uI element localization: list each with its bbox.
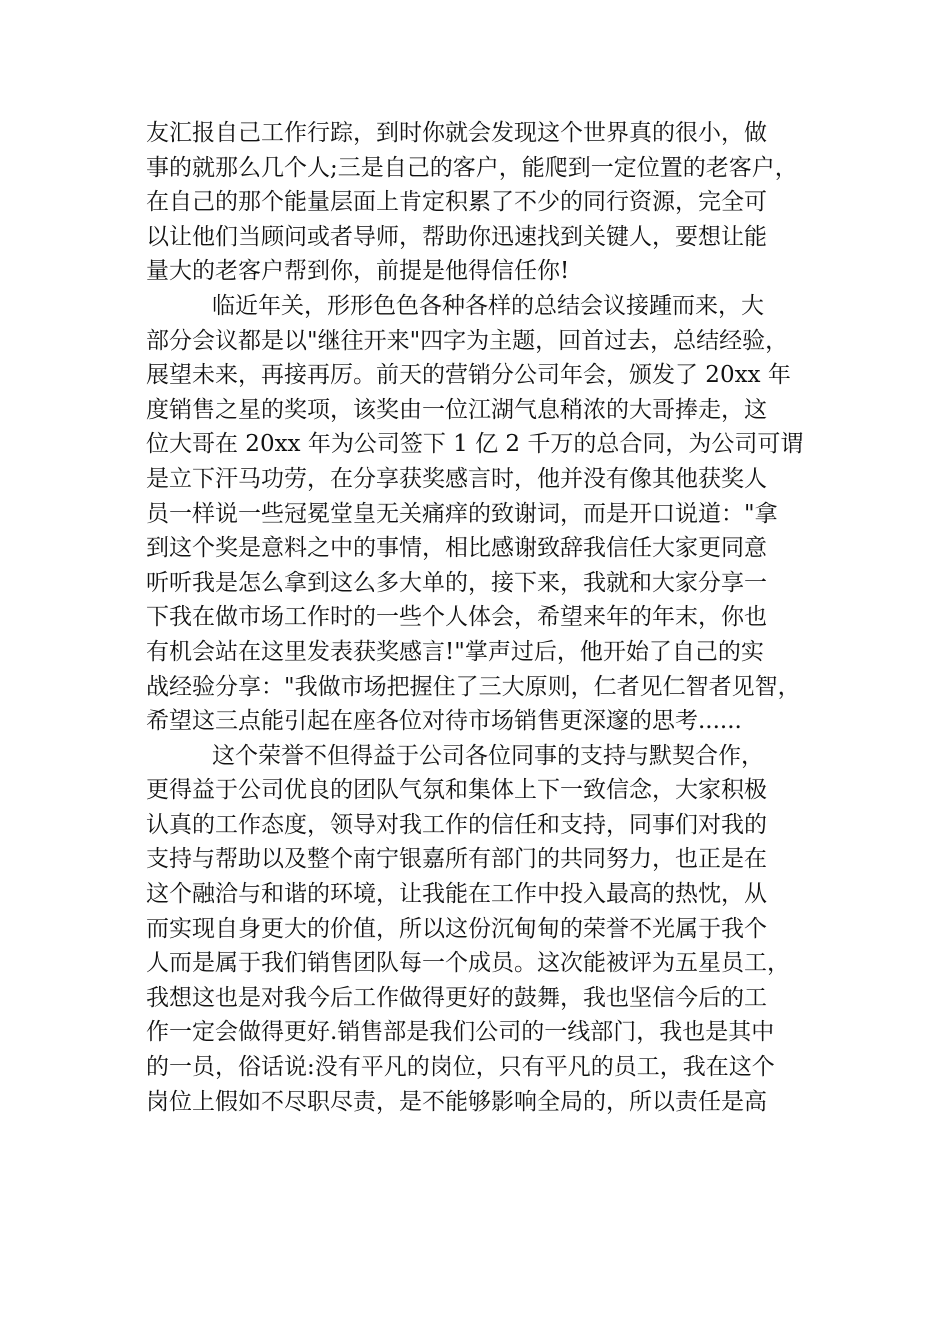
text-line-indented: 这个荣誉不但得益于公司各位同事的支持与默契合作， [212, 742, 764, 769]
text-line: 更得益于公司优良的团队气氛和集体上下一致信念，大家积极 [146, 777, 767, 804]
text-line: 战经验分享："我做市场把握住了三大原则，仁者见仁智者见智， [146, 673, 801, 700]
text-line: 员一样说一些冠冕堂皇无关痛痒的致谢词，而是开口说道："拿 [146, 500, 778, 527]
text-line: 在自己的那个能量层面上肯定积累了不少的同行资源，完全可 [146, 189, 767, 216]
paragraph-2 [146, 289, 826, 739]
text-line: 以让他们当顾问或者导师，帮助你迅速找到关键人，要想让能 [146, 223, 767, 250]
paragraph-3 [146, 739, 826, 1120]
text-line: 支持与帮助以及整个南宁银嘉所有部门的共同努力，也正是在 [146, 846, 767, 873]
text-line: 岗位上假如不尽职尽责，是不能够影响全局的，所以责任是高 [146, 1088, 767, 1115]
text-line: 部分会议都是以"继往开来"四字为主题，回首过去，总结经验， [146, 327, 789, 354]
text-line: 的一员，俗话说:没有平凡的岗位，只有平凡的员工，我在这个 [146, 1054, 775, 1081]
text-line: 认真的工作态度，领导对我工作的信任和支持，同事们对我的 [146, 811, 767, 838]
text-line: 人而是属于我们销售团队每一个成员。这次能被评为五星员工， [146, 950, 790, 977]
text-line: 我想这也是对我今后工作做得更好的鼓舞，我也坚信今后的工 [146, 984, 767, 1011]
text-line: 到这个奖是意料之中的事情，相比感谢致辞我信任大家更同意 [146, 535, 767, 562]
paragraph-1 [146, 116, 826, 289]
text-line: 位大哥在 20xx 年为公司签下 1 亿 2 千万的总合同，为公司可谓 [146, 431, 804, 458]
text-line: 度销售之星的奖项，该奖由一位江湖气息稍浓的大哥捧走，这 [146, 396, 767, 423]
text-line: 友汇报自己工作行踪，到时你就会发现这个世界真的很小，做 [146, 120, 767, 146]
text-line: 有机会站在这里发表获奖感言!"掌声过后，他开始了自己的实 [146, 638, 764, 665]
text-line: 是立下汗马功劳，在分享获奖感言时，他并没有像其他获奖人 [146, 465, 767, 492]
text-line: 希望这三点能引起在座各位对待市场销售更深邃的思考...... [146, 708, 742, 735]
text-line-indented: 临近年关，形形色色各种各样的总结会议接踵而来，大 [212, 292, 764, 319]
text-line: 而实现自身更大的价值，所以这份沉甸甸的荣誉不光属于我个 [146, 915, 767, 942]
text-line: 听听我是怎么拿到这么多大单的，接下来，我就和大家分享一 [146, 569, 767, 596]
text-line: 事的就那么几个人;三是自己的客户，能爬到一定位置的老客户， [146, 154, 798, 181]
text-line: 展望未来，再接再厉。前天的营销分公司年会，颁发了 20xx 年 [146, 362, 791, 389]
text-line: 作一定会做得更好.销售部是我们公司的一线部门，我也是其中 [146, 1019, 775, 1046]
document-body [146, 116, 826, 1119]
text-line: 下我在做市场工作时的一些个人体会，希望来年的年末，你也 [146, 604, 767, 631]
text-line: 量大的老客户帮到你，前提是他得信任你! [146, 258, 570, 285]
text-line: 这个融洽与和谐的环境，让我能在工作中投入最高的热忱，从 [146, 881, 767, 908]
